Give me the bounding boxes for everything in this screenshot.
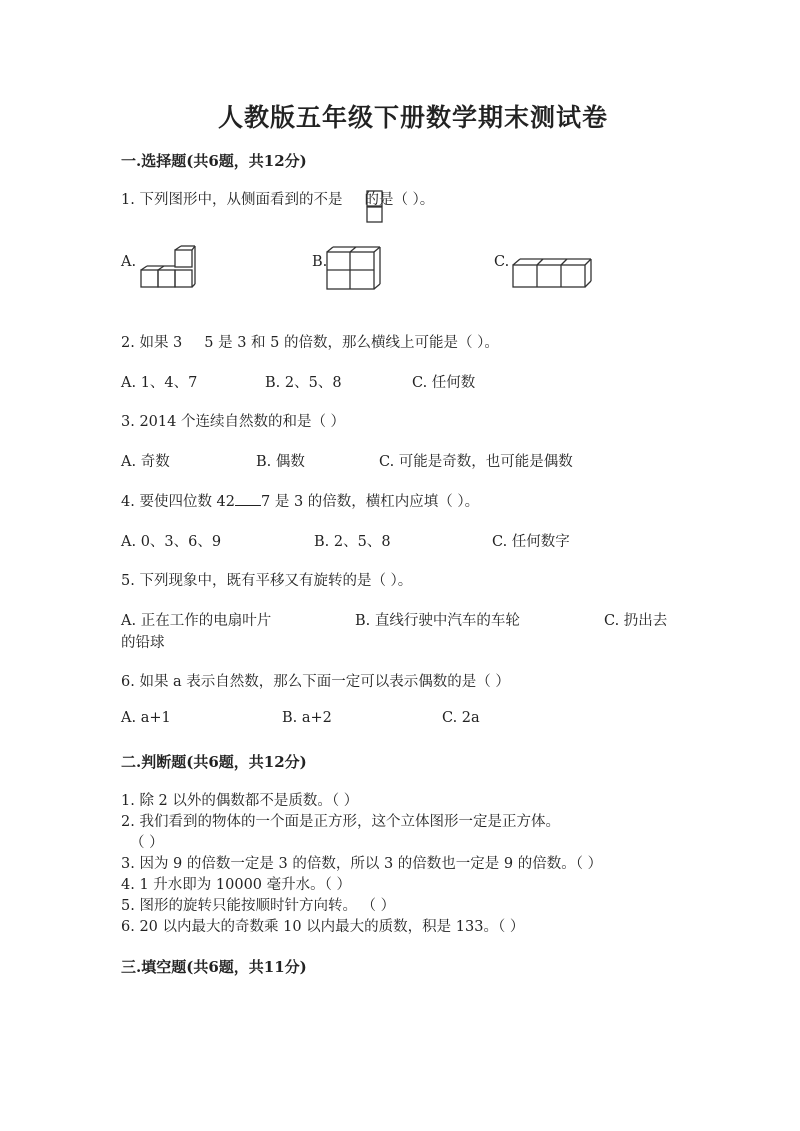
question-5-option-c: C. 扔出去 [604, 613, 668, 629]
question-5-option-c-continued: 的铅球 [121, 635, 165, 651]
question-4 [121, 490, 479, 511]
question-1-option-c: C. [494, 254, 510, 270]
question-6-option-b: B. a+2 [282, 710, 332, 726]
question-1-option-b: B. [312, 254, 328, 270]
question-6: 6. 如果 a 表示自然数，那么下面一定可以表示偶数的是（ ） [121, 674, 510, 690]
question-1-text-b: 的是（ ）。 [364, 192, 435, 208]
question-4-text-b: 7 是 3 的倍数，横杠内应填（ ）。 [261, 494, 480, 510]
judgment-item-5: 5. 图形的旋转只能按顺时针方向转。 （ ） [121, 898, 396, 914]
question-2-option-a: A. 1、4、7 [121, 375, 198, 391]
question-5: 5. 下列现象中，既有平移又有旋转的是（ ）。 [121, 573, 413, 589]
section-1-heading: 一.选择题(共6题，共12分) [121, 152, 307, 170]
page-title: 人教版五年级下册数学期末测试卷 [218, 103, 609, 132]
question-2-text-b: 5 是 3 和 5 的倍数，那么横线上可能是（ ）。 [204, 335, 499, 351]
judgment-item-4: 4. 1 升水即为 10000 毫升水。（ ） [121, 877, 351, 893]
section-3-heading: 三.填空题(共6题，共11分) [121, 958, 307, 976]
question-5-option-a: A. 正在工作的电扇叶片 [121, 613, 272, 629]
question-3-option-c: C. 可能是奇数，也可能是偶数 [379, 454, 573, 470]
question-3-option-b: B. 偶数 [256, 454, 305, 470]
question-5-option-b: B. 直线行驶中汽车的车轮 [355, 613, 520, 629]
judgment-item-2: 2. 我们看到的物体的一个面是正方形，这个立体图形一定是正方体。 [121, 814, 560, 830]
judgment-item-1: 1. 除 2 以外的偶数都不是质数。（ ） [121, 793, 359, 809]
question-2-option-b: B. 2、5、8 [265, 375, 342, 391]
question-1-text-a: 1. 下列图形中，从侧面看到的不是 [121, 192, 343, 208]
question-6-option-a: A. a+1 [121, 710, 171, 726]
question-4-option-a: A. 0、3、6、9 [121, 534, 222, 550]
question-4-option-c: C. 任何数字 [492, 534, 570, 550]
cube-figure-b [324, 244, 382, 292]
question-1 [121, 188, 434, 209]
question-1-option-a: A. [121, 254, 137, 270]
judgment-item-2-answer: （ ） [130, 835, 164, 851]
question-2-text-a: 2. 如果 3 [121, 335, 183, 351]
question-6-option-c: C. 2a [442, 710, 480, 726]
question-4-option-b: B. 2、5、8 [314, 534, 391, 550]
underline-blank [235, 491, 261, 506]
question-3-option-a: A. 奇数 [121, 454, 170, 470]
question-2-option-c: C. 任何数 [412, 375, 476, 391]
judgment-item-6: 6. 20 以内最大的奇数乘 10 以内最大的质数，积是 133。（ ） [121, 919, 525, 935]
judgment-item-3: 3. 因为 9 的倍数一定是 3 的倍数，所以 3 的倍数也一定是 9 的倍数。（ ） [121, 856, 603, 872]
question-4-text-a: 4. 要使四位数 42 [121, 494, 236, 510]
section-2-heading: 二.判断题(共6题，共12分) [121, 753, 307, 771]
question-2 [121, 331, 499, 352]
two-stacked-squares-figure [366, 190, 384, 224]
question-3: 3. 2014 个连续自然数的和是（ ） [121, 414, 346, 430]
cube-figure-c [510, 256, 594, 290]
cube-figure-a [138, 244, 198, 290]
